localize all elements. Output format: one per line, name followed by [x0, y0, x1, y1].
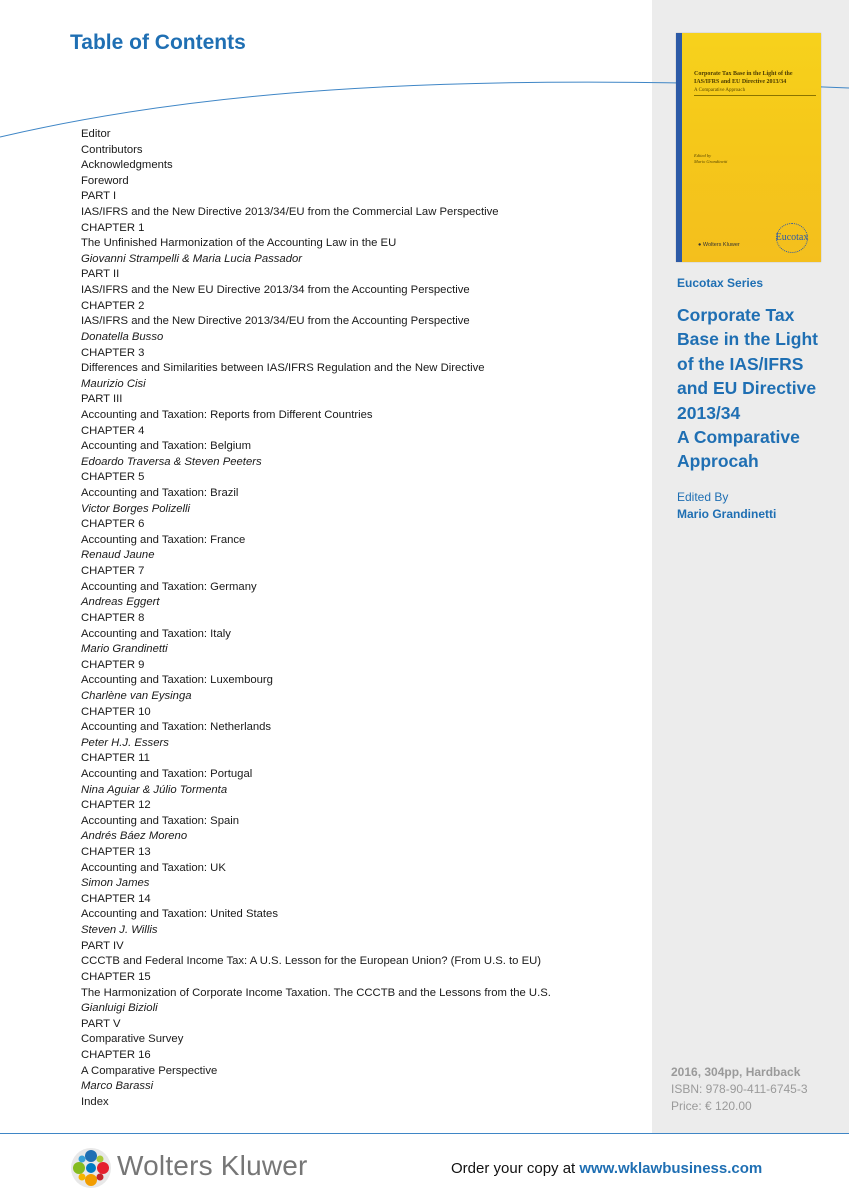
- edited-by-label: Edited By: [677, 490, 729, 504]
- toc-entry: PART IV: [81, 939, 124, 952]
- toc-author: Gianluigi Bizioli: [81, 1002, 158, 1015]
- book-title: [677, 303, 842, 474]
- toc-entry: Accounting and Taxation: Luxembourg: [81, 674, 273, 687]
- book-cover: [676, 33, 821, 262]
- series-label: Eucotax Series: [677, 276, 764, 290]
- cover-title: [694, 71, 818, 86]
- toc-entry: CHAPTER 3: [81, 346, 145, 359]
- toc-entry: Accounting and Taxation: Italy: [81, 627, 231, 640]
- toc-entry: Accounting and Taxation: Brazil: [81, 487, 239, 500]
- toc-entry: CCCTB and Federal Income Tax: A U.S. Lesson for the European Union? (From U.S. to EU): [81, 955, 542, 968]
- book-title-line: Approcah: [677, 451, 759, 472]
- book-title-line: Base in the Light: [677, 329, 818, 350]
- cover-publisher-name: Wolters Kluwer: [702, 242, 740, 248]
- toc-entry: CHAPTER 10: [81, 705, 151, 718]
- book-price: Price: € 120.00: [671, 1099, 752, 1113]
- toc-entry: CHAPTER 16: [81, 1048, 151, 1061]
- toc-entry: Accounting and Taxation: Germany: [81, 580, 257, 593]
- cover-publisher: [698, 242, 740, 248]
- toc-entry: CHAPTER 7: [81, 565, 145, 578]
- toc-author: Edoardo Traversa & Steven Peeters: [81, 455, 262, 468]
- toc-author: Mario Grandinetti: [81, 643, 168, 656]
- toc-entry: CHAPTER 5: [81, 471, 145, 484]
- page-title: Table of Contents: [70, 31, 246, 54]
- toc-entry: PART I: [81, 190, 117, 203]
- table-of-contents: [81, 127, 641, 1110]
- toc-entry: Index: [81, 1095, 109, 1108]
- cover-subtitle: A Comparative Approach: [694, 88, 746, 93]
- order-text: Order your copy at: [451, 1160, 580, 1177]
- toc-entry: CHAPTER 2: [81, 299, 145, 312]
- toc-entry: Foreword: [81, 174, 129, 187]
- book-isbn: ISBN: 978-90-411-6745-3: [671, 1082, 808, 1096]
- toc-entry: PART II: [81, 268, 120, 281]
- book-title-line: Corporate Tax: [677, 305, 795, 325]
- toc-author: Donatella Busso: [81, 330, 164, 343]
- toc-entry: Accounting and Taxation: UK: [81, 861, 226, 874]
- toc-entry: PART V: [81, 1017, 121, 1030]
- toc-author: Giovanni Strampelli & Maria Lucia Passador: [81, 252, 303, 265]
- toc-entry: The Unfinished Harmonization of the Accounting Law in the EU: [81, 237, 397, 250]
- toc-entry: CHAPTER 9: [81, 658, 145, 671]
- wolters-kluwer-logo-icon: [70, 1147, 112, 1189]
- stars-ring: [776, 223, 808, 253]
- toc-entry: CHAPTER 11: [81, 752, 150, 765]
- toc-entry: Accounting and Taxation: Spain: [81, 814, 240, 827]
- toc-entry: IAS/IFRS and the New Directive 2013/34/EU from the Accounting Perspective: [81, 315, 470, 328]
- toc-author: Marco Barassi: [81, 1080, 154, 1093]
- toc-entry: IAS/IFRS and the New EU Directive 2013/34 from the Accounting Perspective: [81, 284, 470, 297]
- toc-author: Maurizio Cisi: [81, 377, 146, 390]
- toc-author: Nina Aguiar & Júlio Tormenta: [81, 783, 228, 796]
- toc-entry: IAS/IFRS and the New Directive 2013/34/EU from the Commercial Law Perspective: [81, 206, 499, 219]
- toc-author: Charlène van Eysinga: [81, 689, 192, 702]
- toc-entry: CHAPTER 6: [81, 518, 145, 531]
- cover-divider: [694, 95, 816, 96]
- toc-author: Andreas Eggert: [81, 596, 160, 609]
- toc-entry: CHAPTER 8: [81, 611, 145, 624]
- toc-entry: A Comparative Perspective: [81, 1064, 218, 1077]
- cover-publisher-icon: ●: [698, 242, 702, 248]
- toc-entry: Accounting and Taxation: Belgium: [81, 440, 251, 453]
- toc-entry: CHAPTER 12: [81, 799, 151, 812]
- cover-title-line: Corporate Tax Base in the Light of the: [694, 71, 793, 77]
- cover-editor: [694, 153, 727, 165]
- cover-title-line: IAS/IFRS and EU Directive 2013/34: [694, 78, 787, 85]
- order-cta: [451, 1160, 762, 1177]
- toc-entry: Accounting and Taxation: Portugal: [81, 767, 253, 780]
- book-title-line: of the IAS/IFRS: [677, 353, 804, 374]
- toc-author: Victor Borges Polizelli: [81, 502, 191, 515]
- toc-entry: CHAPTER 13: [81, 846, 151, 859]
- order-link[interactable]: www.wklawbusiness.com: [579, 1160, 763, 1177]
- book-title-line: 2013/34: [677, 402, 741, 423]
- footer-divider: [0, 1133, 849, 1134]
- eucotax-stars-icon: [770, 223, 814, 253]
- book-title-line: and EU Directive: [677, 378, 817, 399]
- cover-editor-name: Mario Grandinetti: [694, 159, 728, 164]
- toc-entry: Accounting and Taxation: Netherlands: [81, 721, 272, 734]
- toc-author: Andrés Báez Moreno: [81, 830, 188, 843]
- brand-name: Wolters Kluwer: [117, 1150, 308, 1181]
- toc-entry: Accounting and Taxation: France: [81, 533, 246, 546]
- toc-entry: The Harmonization of Corporate Income Taxation. The CCCTB and the Lessons from the U.S.: [81, 986, 551, 999]
- cover-band: [676, 33, 682, 262]
- cover-series-logo: Eucotax: [775, 232, 809, 243]
- book-format: 2016, 304pp, Hardback: [671, 1065, 801, 1079]
- toc-author: Renaud Jaune: [81, 549, 155, 562]
- toc-entry: Accounting and Taxation: Reports from Different Countries: [81, 408, 373, 421]
- book-title-line: A Comparative: [677, 427, 800, 448]
- toc-entry: Acknowledgments: [81, 159, 173, 172]
- cover-edited-by: Edited by: [694, 153, 712, 158]
- book-details: [671, 1064, 808, 1115]
- toc-entry: Contributors: [81, 143, 143, 156]
- toc-author: Peter H.J. Essers: [81, 736, 169, 749]
- toc-entry: Differences and Similarities between IAS/IFRS Regulation and the New Directive: [81, 362, 485, 375]
- toc-entry: CHAPTER 14: [81, 892, 151, 905]
- toc-entry: CHAPTER 4: [81, 424, 145, 437]
- editor-name: Mario Grandinetti: [677, 507, 777, 521]
- toc-entry: CHAPTER 15: [81, 970, 151, 983]
- toc-entry: PART III: [81, 393, 123, 406]
- toc-entry: Editor: [81, 128, 111, 140]
- toc-author: Simon James: [81, 877, 150, 890]
- toc-author: Steven J. Willis: [81, 924, 158, 937]
- toc-entry: CHAPTER 1: [81, 221, 145, 234]
- toc-entry: Accounting and Taxation: United States: [81, 908, 278, 921]
- toc-entry: Comparative Survey: [81, 1033, 184, 1046]
